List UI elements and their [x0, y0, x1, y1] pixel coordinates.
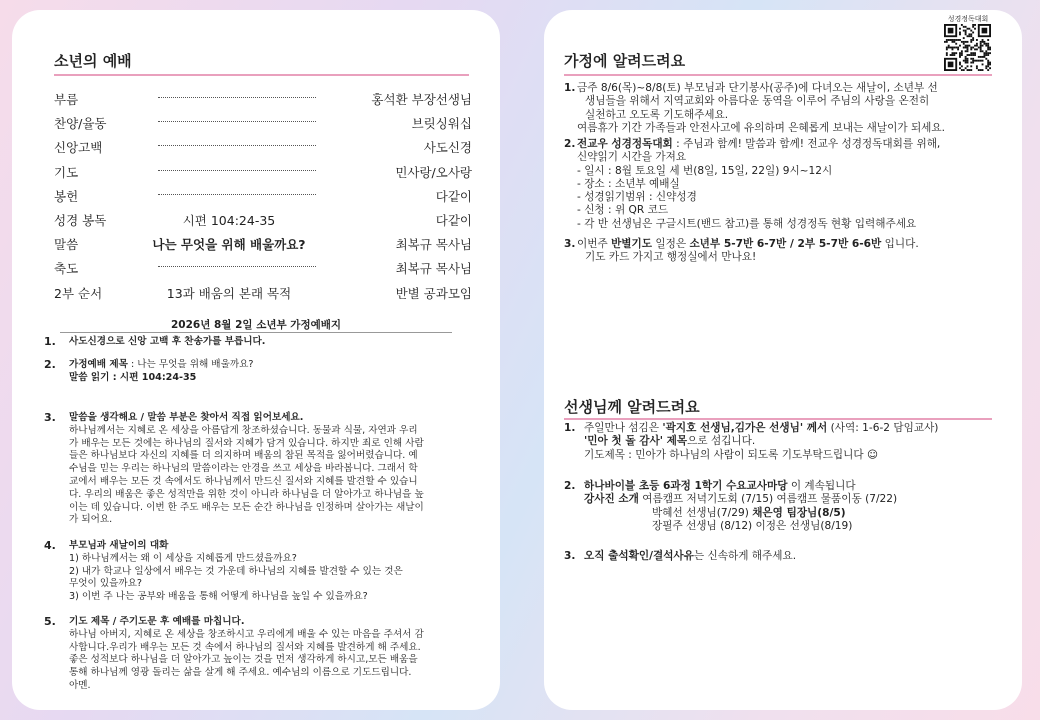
guide-head: 기도 제목 / 주기도문 후 예배를 마칩니다. [69, 616, 245, 627]
order-row [54, 235, 472, 259]
order-value: 반별 공과모임 [395, 285, 472, 301]
order-row [54, 114, 472, 138]
guide-line: 가 되어요. [69, 514, 113, 526]
teacher-notice-body [584, 422, 1014, 462]
teacher-line [584, 507, 1014, 520]
teacher-notice-title: 선생님께 알려드려요 [564, 398, 700, 416]
guide-number: 5. [44, 615, 56, 628]
order-label: 기도 [54, 164, 79, 180]
qr-caption: 성경정독대회 [947, 15, 989, 23]
home-notice-line: - 일시 : 8월 토요일 세 번(8일, 15일, 22일) 9시~12시 [577, 164, 833, 177]
guide-line: 교에서 배우는 모든 것 속에서도 하나님께서 만드신 질서와 지혜를 발견할 수 있습니 [69, 475, 418, 487]
home-notice-bold: 전교우 성경정독대회 [577, 138, 673, 150]
guide-body [69, 412, 424, 527]
home-notice-mid: 일정은 [652, 238, 690, 250]
guide-number: 3. [44, 411, 56, 424]
dotted-leader [158, 170, 316, 171]
home-notice-body [577, 138, 1007, 231]
home-notice-body [577, 238, 1007, 265]
order-value: 다같이 [435, 188, 472, 204]
guide-bold-line: 말씀 읽기 : 시편 104:24-35 [69, 371, 197, 383]
guide-line: 하나님 아버지, 지혜로 온 세상을 창조하시고 우리에게 배울 수 있는 마음을 주셔서 감 [69, 628, 424, 640]
home-worship-rule [60, 332, 452, 333]
guide-number: 2. [44, 358, 56, 371]
home-notice-bold: 소년부 5-7반 6-7반 / 2부 5-7반 6-6반 [689, 238, 882, 250]
home-notice-pre: 이번주 [577, 238, 612, 250]
teacher-line [584, 550, 1014, 563]
home-notice-post: 입니다. [881, 238, 919, 250]
guide-line: 좋은 성적보다 하나님을 더 알아가고 높이는 것을 먼저 생각하게 하시고,모든 배움을 [69, 654, 418, 666]
guide-head: 사도신경으로 신앙 고백 후 찬송가를 부릅니다. [69, 336, 266, 347]
teacher-text: 주일만나 섬김은 [584, 422, 663, 434]
teacher-line [584, 493, 1014, 506]
order-label: 신앙고백 [54, 140, 103, 156]
home-notice-number: 2. [564, 138, 576, 150]
teacher-text: (사역: 1-6-2 담임교사) [827, 422, 939, 434]
guide-head: 부모님과 새날이의 대화 [69, 540, 169, 551]
home-notice-line: - 신청 : 위 QR 코드 [577, 204, 669, 217]
order-label: 말씀 [54, 237, 79, 253]
dotted-leader [158, 266, 316, 267]
order-value: 브릿싱워십 [411, 116, 472, 132]
guide-head: 가정예배 제목 : 나는 무엇을 위해 배울까요? [69, 359, 254, 370]
guide-body [69, 336, 265, 349]
dotted-leader [158, 121, 316, 122]
teacher-bold: '곽지호 선생님,김가은 선생님' 께서 [662, 422, 828, 434]
home-notice-number: 1. [564, 82, 576, 94]
order-value: 홍석환 부장선생님 [371, 92, 472, 107]
home-notice-line: 생님들을 위해서 지역교회와 아름다운 동역을 이루어 주님의 사랑을 온전히 [585, 95, 930, 108]
order-row [54, 90, 472, 114]
order-row [54, 211, 472, 235]
order-value: 다같이 [435, 213, 472, 228]
order-middle: 시편 104:24-35 [182, 213, 276, 228]
teacher-notice-number: 3. [564, 550, 576, 562]
home-worship-title: 2026년 8월 2일 소년부 가정예배지 [170, 319, 342, 331]
order-value: 최복규 목사님 [395, 237, 472, 253]
guide-line: 가 배우는 모든 것에는 하나님의 질서와 지혜가 담겨 있습니다. 하지만 죄로 인해 사람 [69, 437, 424, 449]
teacher-text: 박혜선 선생님(7/29) [652, 506, 753, 519]
order-middle: 나는 무엇을 위해 배울까요? [152, 237, 306, 253]
home-notice-bold: 반별기도 [611, 238, 653, 250]
teacher-line: 기도제목 : 민아가 하나님의 사람이 되도록 기도부탁드립니다 ☺ [584, 448, 879, 461]
order-value: 최복규 목사님 [395, 261, 472, 277]
order-middle: 13과 배움의 본래 목적 [166, 285, 292, 301]
teacher-bold: 하나바이블 초등 6과정 1학기 수요교사마당 [584, 480, 788, 492]
right-page [544, 10, 1022, 710]
order-value: 민사랑/오사랑 [395, 164, 472, 180]
home-notice-number: 3. [564, 238, 576, 250]
order-label: 봉헌 [54, 188, 79, 204]
guide-line: 1) 하나님께서는 왜 이 세상을 지혜롭게 만드셨을까요? [69, 552, 297, 564]
teacher-text: 여름캠프 저녁기도회 (7/15) 여름캠프 물품이동 (7/22) [638, 493, 898, 506]
teacher-bold: '민아 첫 돌 감사' 제목 [584, 435, 688, 448]
qr-code[interactable] [944, 24, 991, 71]
guide-body [69, 616, 424, 693]
guide-body [69, 540, 403, 604]
guide-line: 이는 데 있습니다. 이번 한 주도 배우는 모든 순간 하나님을 인정하며 살아가는 새날이 [69, 501, 424, 513]
dotted-leader [158, 97, 316, 98]
home-notice-lead [577, 238, 1007, 251]
worship-title: 소년의 예배 [54, 52, 132, 70]
order-label: 부름 [54, 92, 79, 107]
home-notice-title: 가정에 알려드려요 [564, 52, 686, 70]
order-row [54, 187, 472, 211]
teacher-notice-number: 1. [564, 422, 576, 434]
guide-head: 말씀을 생각해요 / 말씀 부분은 찾아서 직접 읽어보세요. [69, 412, 304, 423]
teacher-notice-body [584, 480, 1014, 533]
guide-body [69, 359, 253, 385]
teacher-text: 는 신속하게 해주세요. [693, 550, 797, 562]
guide-line: 무엇이 있을까요? [69, 578, 143, 590]
home-notice-underline [564, 74, 992, 76]
teacher-line [584, 480, 1014, 493]
order-label: 성경 봉독 [54, 213, 107, 228]
guide-line: 수님을 믿는 우리는 하나님의 말씀이라는 안경을 쓰고 세상을 바라봅니다. 그래서 학 [69, 463, 418, 475]
teacher-bold: 채은영 팀장님(8/5) [752, 506, 846, 519]
guide-number: 4. [44, 539, 56, 552]
guide-number: 1. [44, 335, 56, 348]
home-notice-line: 여름휴가 기간 가족들과 안전사고에 유의하며 은혜롭게 보내는 새날이가 되세요. [577, 121, 946, 134]
teacher-notice-body [584, 550, 1014, 563]
guide-head-rest: : 나는 무엇을 위해 배울까요? [127, 359, 254, 370]
order-label: 찬양/율동 [54, 116, 107, 132]
home-notice-line: 실천하고 오도록 기도해주세요. [585, 108, 729, 121]
dotted-leader [158, 145, 316, 146]
guide-line: 아멘. [69, 679, 91, 691]
teacher-notice-number: 2. [564, 480, 576, 492]
home-notice-rest: : 주님과 함께! 말씀과 함께! 전교우 성경정독대회를 위해, [672, 138, 941, 150]
order-row [54, 163, 472, 187]
guide-line: 다. 우리의 배움은 좋은 성적만을 위한 것이 아니라 하나님을 더 알아가고 하나님을 높 [69, 488, 424, 500]
left-page [12, 10, 500, 710]
order-value: 사도신경 [423, 140, 472, 156]
dotted-leader [158, 194, 316, 195]
order-label: 축도 [54, 261, 79, 277]
teacher-text: 으로 섬깁니다. [687, 435, 756, 448]
home-notice-lead [577, 138, 1007, 151]
home-notice-line: 금주 8/6(목)~8/8(토) 부모님과 단기봉사(공주)에 다녀오는 새날이, 소년부 선 [577, 82, 938, 94]
teacher-text: 이 계속됩니다 [787, 480, 856, 492]
teacher-line: 장필주 선생님 (8/12) 이정은 선생님(8/19) [652, 519, 853, 532]
home-notice-line: 신약읽기 시간을 가져요 [577, 151, 687, 164]
teacher-bold: 강사진 소개 [584, 493, 639, 506]
home-notice-line: - 각 반 선생님은 구글시트(밴드 참고)를 통해 성경정독 현황 입력해주세요 [577, 217, 917, 230]
guide-line: 3) 이번 주 나는 공부와 배움을 통해 어떻게 하나님을 높일 수 있을까요? [69, 591, 368, 603]
guide-line: 들은 하나님보다 자신의 지혜를 더 의지하며 배움의 참된 목적을 잃어버렸습니다. 예 [69, 450, 418, 462]
order-row [54, 138, 472, 162]
home-notice-body [577, 82, 1007, 135]
home-notice-line: 기도 카드 가지고 행정실에서 만나요! [585, 251, 757, 264]
teacher-notice-underline [564, 418, 992, 420]
guide-line: 2) 내가 학교나 일상에서 배우는 것 가운데 하나님의 지혜를 발견할 수 있는 것은 [69, 565, 403, 577]
order-row [54, 284, 472, 308]
guide-line: 통해 하나님께 영광 돌리는 삶을 살게 해 주세요. 예수님의 이름으로 기도드립니다. [69, 667, 412, 679]
order-row [54, 259, 472, 283]
title-underline [54, 74, 469, 76]
home-notice-line: - 성경읽기범위 : 신약성경 [577, 191, 697, 204]
teacher-line [584, 435, 1014, 448]
home-notice-line: - 장소 : 소년부 예배실 [577, 177, 680, 190]
guide-line: 사합니다.우리가 배우는 모든 것 속에서 하나님의 질서와 지혜를 발견하게 해 주세요. [69, 641, 421, 653]
guide-line: 하나님께서는 지혜로 온 세상을 아름답게 창조하셨습니다. 동물과 식물, 자연과 우리 [69, 424, 418, 436]
teacher-bold: 오직 출석확인/결석사유 [584, 550, 694, 562]
order-label: 2부 순서 [54, 285, 103, 301]
teacher-line [584, 422, 1014, 435]
